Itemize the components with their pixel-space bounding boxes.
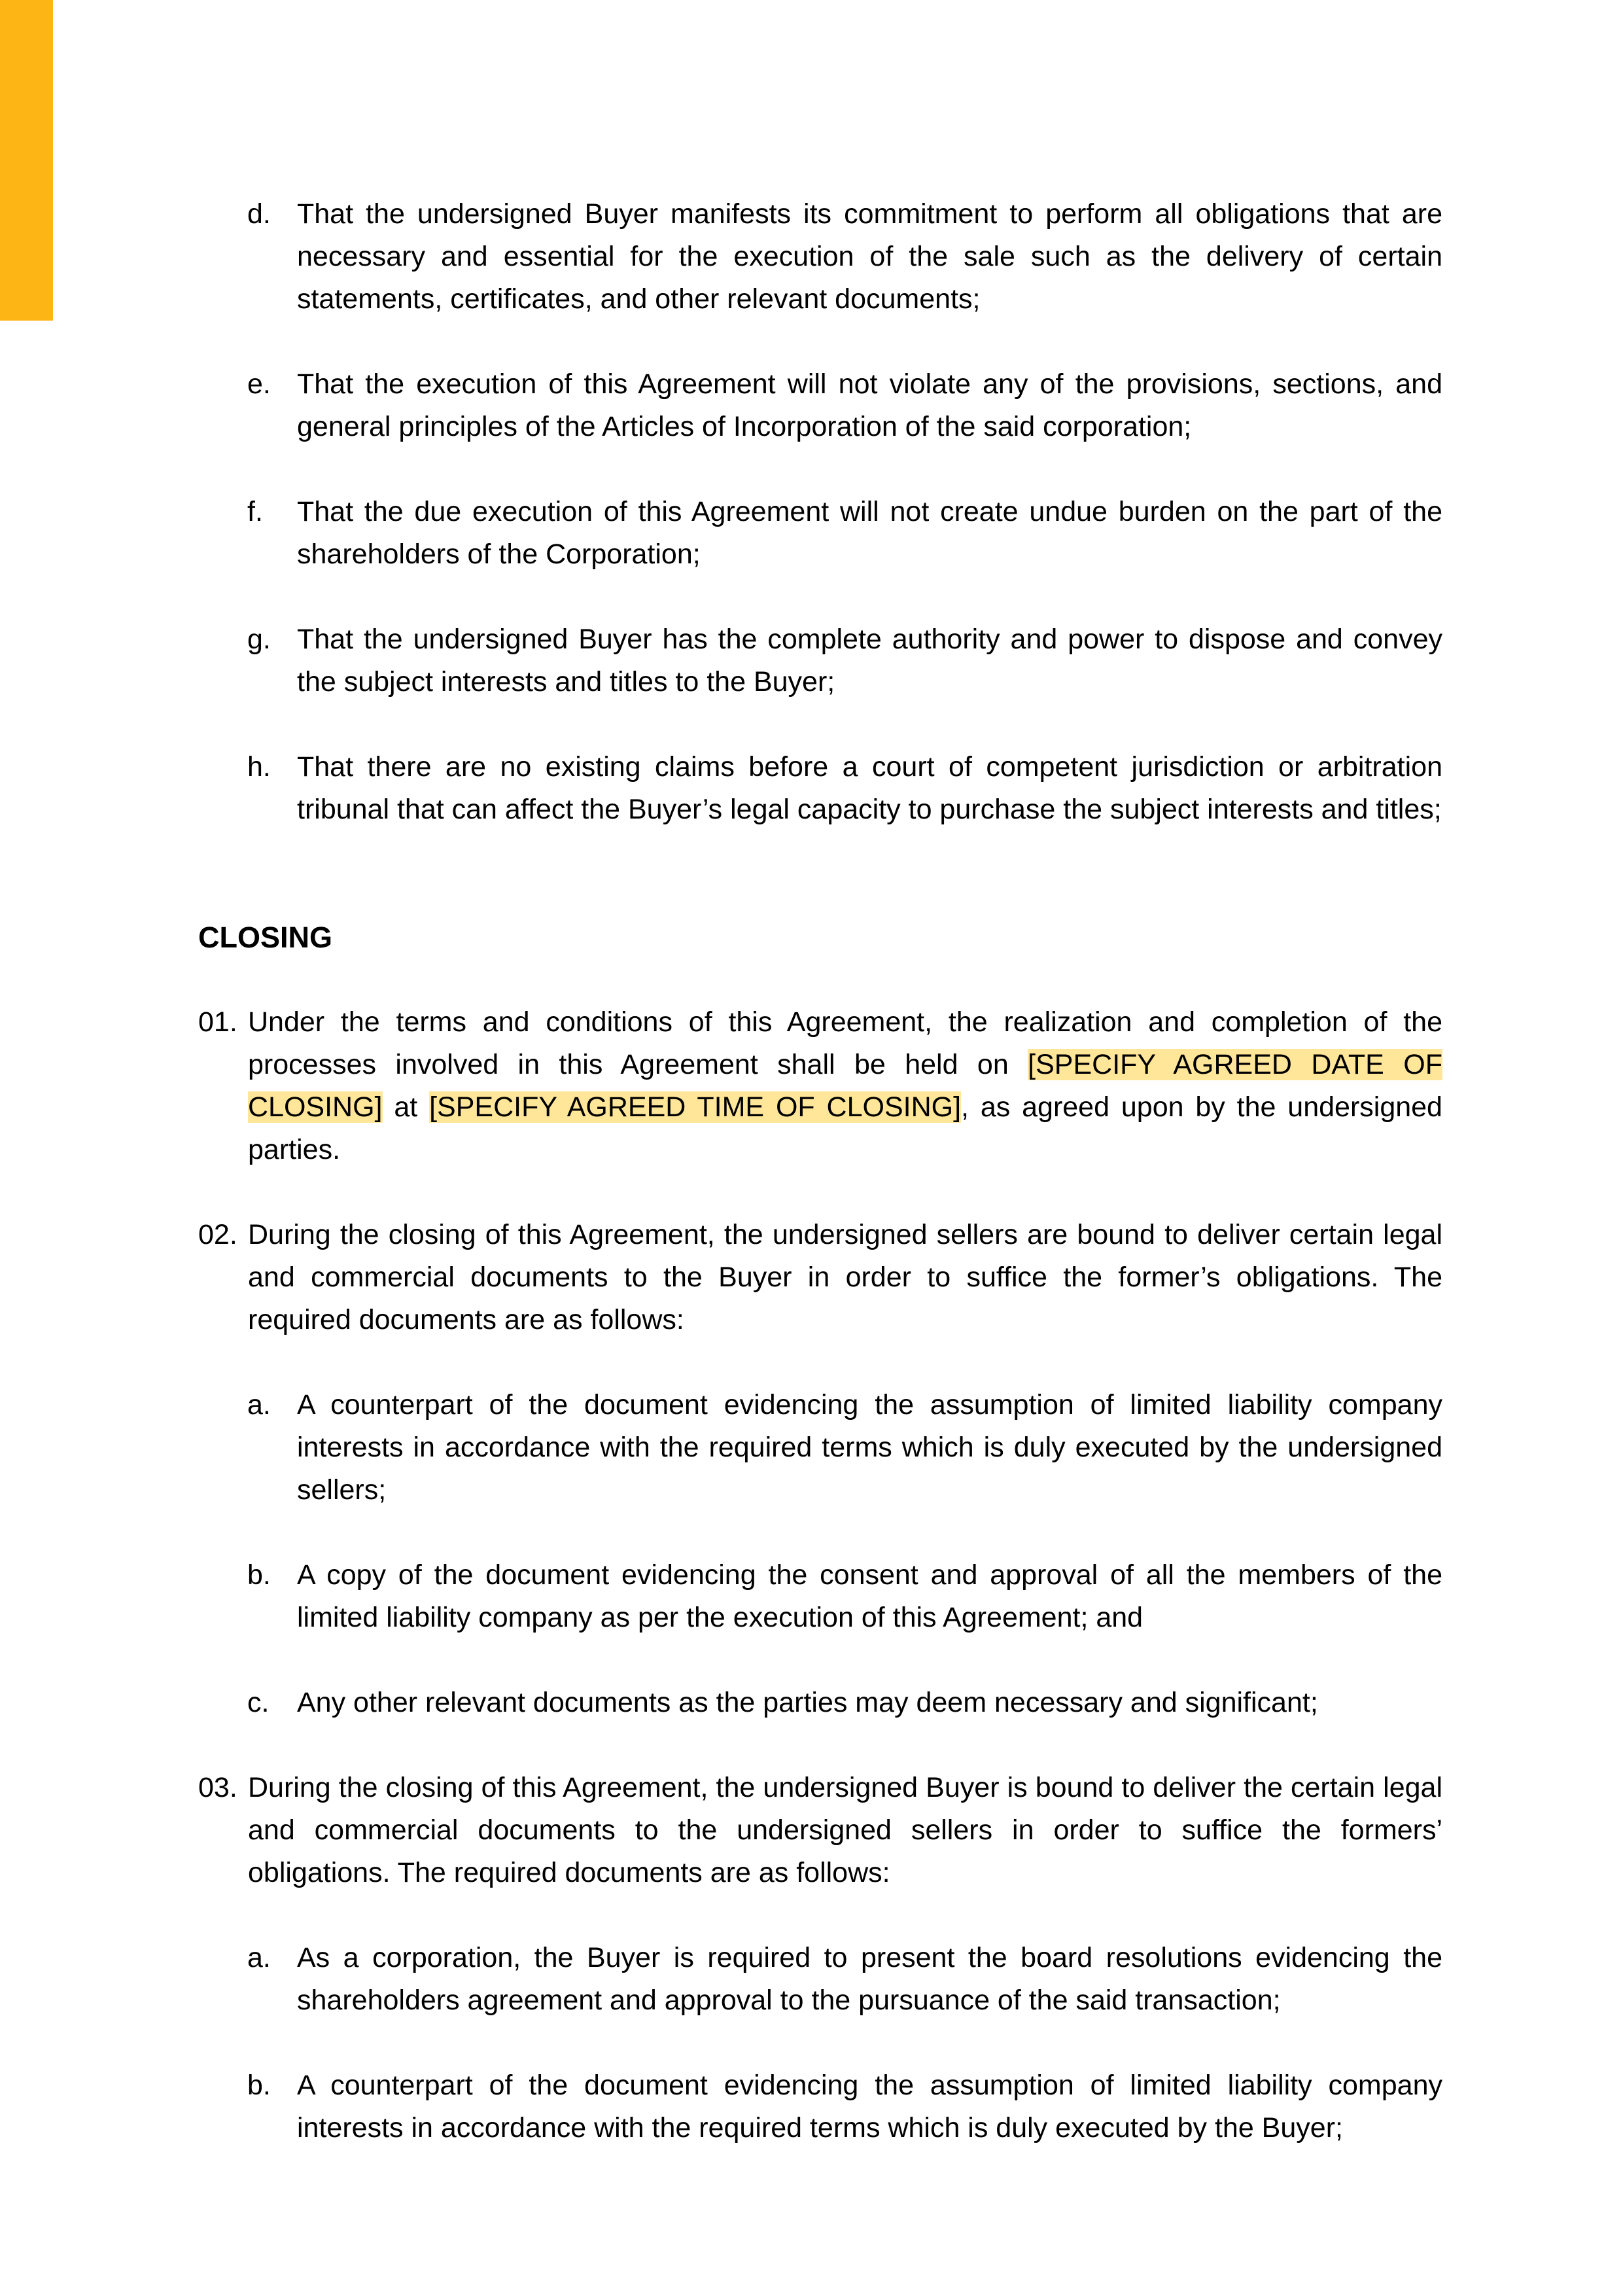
list-item-text: A copy of the document evidencing the consent and approval of all the members of the limited liability company as per the execution of this Agreement; and <box>297 1559 1442 1633</box>
list-item-text: That there are no existing claims before a court of competent jurisdiction or arbitration tribunal that can affect the Buyer’s legal capacity to purchase the subject interests and titles; <box>297 751 1442 825</box>
list-item-text: As a corporation, the Buyer is required to present the board resolutions evidencing the shareholders agreement and approval to the pursuance of the said transaction; <box>297 1942 1442 2016</box>
list-marker: b. <box>247 2070 271 2101</box>
list-marker: 02. <box>198 1219 237 1250</box>
list-item-text: That the due execution of this Agreement will not create undue burden on the part of the shareholders of the Corporation; <box>297 496 1442 570</box>
list-item <box>198 1554 1442 1639</box>
closing-item-01 <box>198 1001 1442 1171</box>
document-body <box>198 193 1442 2149</box>
list-item <box>198 2064 1442 2149</box>
list-item <box>198 1937 1442 2022</box>
section-heading-closing: CLOSING <box>198 921 333 954</box>
list-item <box>198 1384 1442 1511</box>
list-item-text: That the undersigned Buyer manifests its commitment to perform all obligations that are necessary and essential for the execution of the sale such as the delivery of certain statements, certificates, and other relevant documents; <box>297 198 1442 315</box>
list-item-text: During the closing of this Agreement, the undersigned Buyer is bound to deliver the certain legal and commercial documents to the undersigned sellers in order to suffice the formers’ obligations. The required documents are as follows: <box>248 1772 1442 1888</box>
list-item-text: Any other relevant documents as the parties may deem necessary and significant; <box>297 1687 1318 1718</box>
closing-text-part2: at <box>382 1091 430 1123</box>
list-item <box>198 193 1442 321</box>
list-item <box>198 491 1442 576</box>
list-item <box>198 1682 1442 1724</box>
closing-text-part1: Under the terms and conditions of this Agreement, the realization and completion of the processes involved in this Agreement shall be held on <box>248 1006 1442 1080</box>
list-item-text: A counterpart of the document evidencing the assumption of limited liability company interests in accordance with the required terms which is duly executed by the undersigned sellers; <box>297 1389 1442 1506</box>
list-marker: c. <box>247 1687 270 1718</box>
list-marker: h. <box>247 751 271 783</box>
list-marker: 01. <box>198 1006 237 1038</box>
list-item-text: During the closing of this Agreement, the undersigned sellers are bound to deliver certain legal and commercial documents to the Buyer in order to suffice the former’s obligations. The required documents are as follows: <box>248 1219 1442 1335</box>
list-marker: b. <box>247 1559 271 1591</box>
list-item <box>198 363 1442 448</box>
list-item-text: A counterpart of the document evidencing the assumption of limited liability company interests in accordance with the required terms which is duly executed by the Buyer; <box>297 2070 1442 2144</box>
list-item-text: That the undersigned Buyer has the complete authority and power to dispose and convey the subject interests and titles to the Buyer; <box>297 624 1442 698</box>
closing-item-03 <box>198 1767 1442 1894</box>
placeholder-closing-time[interactable]: [SPECIFY AGREED TIME OF CLOSING] <box>429 1091 962 1123</box>
list-marker: f. <box>247 496 263 527</box>
list-marker: e. <box>247 368 271 400</box>
list-marker: a. <box>247 1389 271 1421</box>
accent-bar <box>0 0 53 321</box>
list-item <box>198 618 1442 703</box>
list-marker: g. <box>247 624 271 655</box>
closing-text-part3: , as agreed upon by the undersigned parties. <box>248 1091 1442 1165</box>
list-marker: a. <box>247 1942 271 1973</box>
list-item-text: That the execution of this Agreement will not violate any of the provisions, sections, and general principles of the Articles of Incorporation of the said corporation; <box>297 368 1442 442</box>
list-marker: 03. <box>198 1772 237 1803</box>
closing-item-02 <box>198 1214 1442 1341</box>
list-item <box>198 746 1442 831</box>
list-marker: d. <box>247 198 271 230</box>
placeholder-closing-date[interactable]: [SPECIFY AGREED DATE OF CLOSING] <box>248 1049 1442 1123</box>
